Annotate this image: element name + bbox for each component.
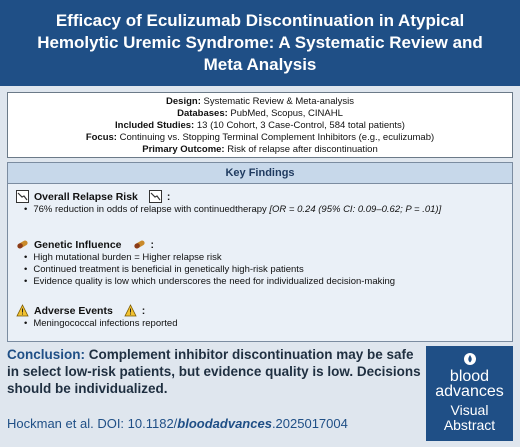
included-studies-row — [8, 120, 512, 132]
conclusion-block — [7, 346, 422, 412]
key-findings-header: Key Findings — [8, 163, 512, 184]
overall-relapse-title: Overall Relapse Risk — [34, 190, 138, 203]
overall-relapse-section: Overall Relapse Risk : • 76% reduction in odds of relapse with continuedtherapy [OR = 0.24 (95% CI: 0.09–0.62; P = .01)] — [16, 189, 441, 216]
design-label: Design: — [166, 96, 201, 107]
conclusion-label: Conclusion: — [7, 347, 85, 362]
chart-trend-icon — [16, 190, 29, 203]
title-banner — [0, 0, 520, 86]
key-findings-panel — [7, 162, 513, 342]
conclusion-text: Complement inhibitor discontinuation may be safe in select low-risk patients, but evidence quality is low. Decisions should be individualized. — [7, 347, 421, 396]
databases-label: Databases: — [177, 108, 228, 119]
page-title: Efficacy of Eculizumab Discontinuation in Atypical Hemolytic Uremic Syndrome: A Systematic Review and Meta Analysis — [37, 11, 483, 74]
study-design-box — [7, 92, 513, 158]
focus-value: Continuing vs. Stopping Terminal Complement Inhibitors (e.g., eculizumab) — [119, 132, 435, 143]
included-label: Included Studies: — [115, 120, 195, 131]
adverse-events-section: Adverse Events : • Meningococcal infections reported — [16, 303, 178, 330]
focus-label: Focus: — [85, 132, 117, 143]
genetic-influence-section: Genetic Influence : • High mutational burden = Higher relapse risk • Continued treatment is beneficial in genetically high-risk patients • Evidence quality is low which underscores the need for individualized decision-making — [16, 237, 395, 288]
overall-bullet-text: 76% reduction in odds of relapse with continuedtherapy — [33, 204, 267, 215]
outcome-label: Primary Outcome: — [142, 144, 225, 155]
pill-icon — [16, 238, 29, 251]
warning-icon — [16, 304, 29, 317]
chart-trend-icon — [149, 190, 162, 203]
warning-icon — [124, 304, 137, 317]
focus-row — [8, 132, 512, 144]
genetic-bullet: • Evidence quality is low which underscores the need for individualized decision-making — [16, 276, 395, 288]
outcome-value: Risk of relapse after discontinuation — [227, 144, 378, 155]
blood-advances-logo — [426, 346, 513, 441]
logo-line: blood — [449, 368, 490, 385]
included-value: 13 (10 Cohort, 3 Case-Control, 584 total patients) — [196, 120, 405, 131]
design-row — [8, 96, 512, 108]
adverse-bullet: • Meningococcal infections reported — [16, 318, 178, 330]
citation-authors: Hockman et al. DOI: 10.1182/ — [7, 416, 178, 431]
genetic-influence-title: Genetic Influence — [34, 238, 122, 251]
databases-row — [8, 108, 512, 120]
adverse-events-title: Adverse Events — [34, 304, 113, 317]
logo-line: advances — [435, 383, 504, 400]
primary-outcome-row — [8, 144, 512, 156]
pill-icon — [133, 238, 146, 251]
design-value: Systematic Review & Meta-analysis — [203, 96, 354, 107]
overall-bullet — [16, 204, 441, 216]
citation — [7, 416, 422, 431]
databases-value: PubMed, Scopus, CINAHL — [230, 108, 343, 119]
overall-bullet-stat: [OR = 0.24 (95% CI: 0.09–0.62; P = .01)] — [269, 204, 442, 215]
citation-journal: bloodadvances — [177, 416, 272, 431]
logo-line: Visual — [450, 402, 489, 418]
logo-line: Abstract — [443, 417, 496, 433]
blood-drop-icon — [463, 352, 477, 366]
citation-doi: .2025017004 — [271, 416, 348, 431]
genetic-bullet: • High mutational burden = Higher relapse risk — [16, 252, 395, 264]
genetic-bullet: • Continued treatment is beneficial in genetically high-risk patients — [16, 264, 395, 276]
